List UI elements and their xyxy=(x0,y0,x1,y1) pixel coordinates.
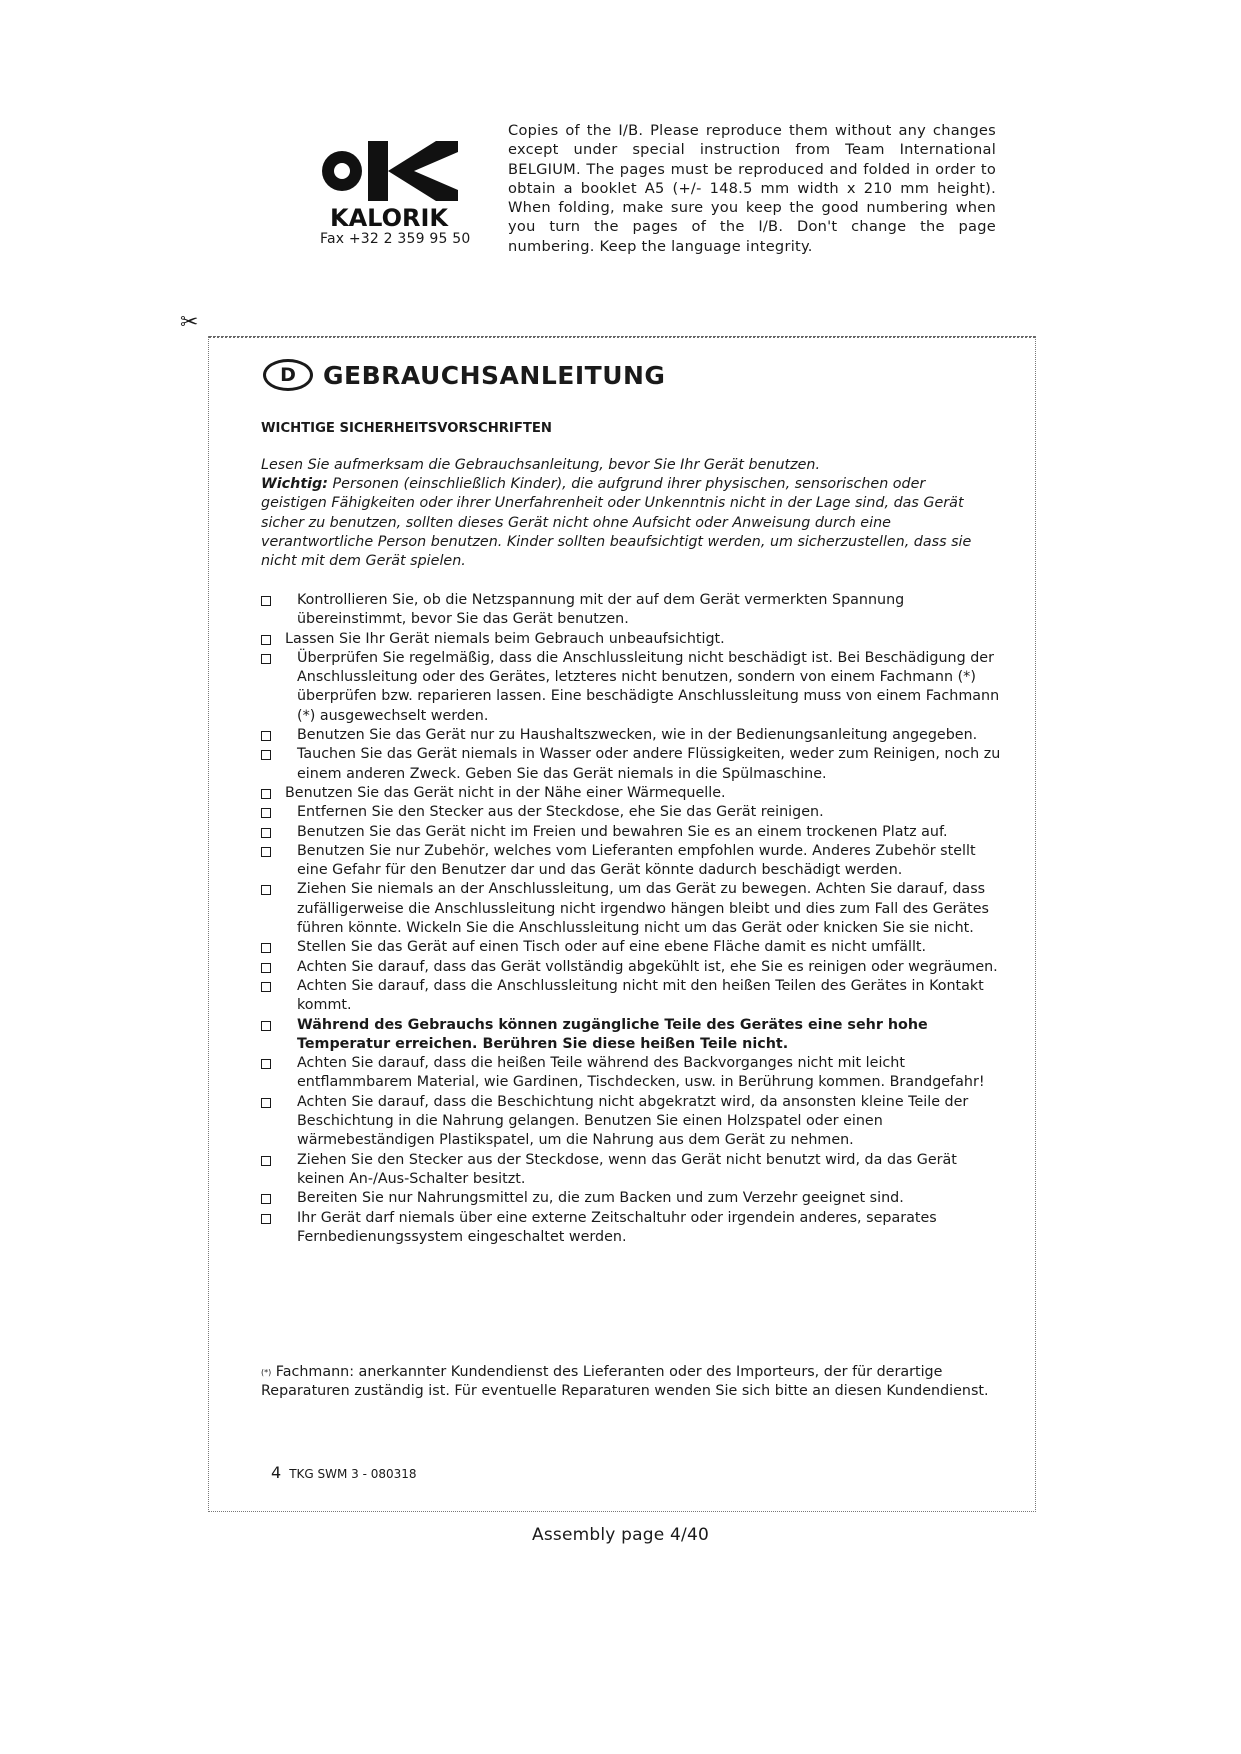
checkbox-bullet-icon xyxy=(261,1214,271,1224)
list-item-text: Bereiten Sie nur Nahrungsmittel zu, die zum Backen und zum Verzehr geeignet sind. xyxy=(297,1190,904,1207)
page-footer xyxy=(271,1463,417,1482)
checkbox-bullet-icon xyxy=(261,982,271,992)
list-item-text: Benutzen Sie das Gerät nicht im Freien und bewahren Sie es an einem trockenen Platz auf. xyxy=(297,823,948,840)
checkbox-bullet-icon xyxy=(261,808,271,818)
list-item xyxy=(261,1209,1001,1248)
list-item-text: Benutzen Sie das Gerät nicht in der Nähe einer Wärmequelle. xyxy=(285,784,726,801)
safety-list xyxy=(261,591,1001,1247)
checkbox-bullet-icon xyxy=(261,1059,271,1069)
list-item xyxy=(261,745,1001,784)
list-item xyxy=(261,649,1001,726)
checkbox-bullet-icon xyxy=(261,1194,271,1204)
list-item xyxy=(261,938,1001,957)
list-item xyxy=(261,880,1001,938)
language-badge: D xyxy=(263,359,313,391)
title-text: GEBRAUCHSANLEITUNG xyxy=(323,360,666,390)
list-item-text: Ziehen Sie niemals an der Anschlussleitung, um das Gerät zu bewegen. Achten Sie darauf, dass zufälligerweise die Anschlussleitung nicht irgendwo hängen bleibt und dies zum Fall des Gerätes führen könnte. Wickeln Sie die Anschlussleitung nicht um das Gerät oder knicken Sie sie nicht. xyxy=(297,881,989,937)
list-item-text: Lassen Sie Ihr Gerät niemals beim Gebrauch unbeaufsichtigt. xyxy=(285,630,725,647)
list-item xyxy=(261,1151,1001,1190)
page-number: 4 xyxy=(271,1463,282,1482)
assembly-page-label: Assembly page 4/40 xyxy=(532,1525,709,1545)
page-title xyxy=(263,355,665,395)
list-item xyxy=(261,823,1001,842)
list-item xyxy=(261,842,1001,881)
list-item-warning xyxy=(261,1016,1001,1055)
lead-paragraph xyxy=(261,456,989,571)
checkbox-bullet-icon xyxy=(261,828,271,838)
scissors-icon: ✂ xyxy=(180,310,199,335)
list-item-text: Kontrollieren Sie, ob die Netzspannung mit der auf dem Gerät vermerkten Spannung übereinstimmt, bevor Sie das Gerät benutzen. xyxy=(297,592,905,628)
list-item xyxy=(261,958,1001,977)
list-item-text: Ihr Gerät darf niemals über eine externe Zeitschaltuhr oder irgendein anderes, separates Fernbedienungssystem eingeschaltet werden. xyxy=(297,1209,937,1245)
list-item-text: Achten Sie darauf, dass die heißen Teile während des Backvorganges nicht mit leicht entflammbarem Material, wie Gardinen, Tischdecken, usw. in Berührung kommen. Brandgefahr! xyxy=(297,1055,985,1091)
list-item xyxy=(261,1189,1001,1208)
cut-line xyxy=(209,336,1035,338)
list-item-text: Tauchen Sie das Gerät niemals in Wasser oder andere Flüssigkeiten, weder zum Reinigen, noch zu einem anderen Zweck. Geben Sie das Gerät niemals in die Spülmaschine. xyxy=(297,746,1001,782)
checkbox-bullet-icon xyxy=(261,789,271,799)
checkbox-bullet-icon xyxy=(261,635,271,645)
section-heading: WICHTIGE SICHERHEITSVORSCHRIFTEN xyxy=(261,421,552,436)
list-item xyxy=(261,591,1001,630)
footnote xyxy=(261,1363,991,1402)
fax-number: Fax +32 2 359 95 50 xyxy=(320,231,471,247)
list-item xyxy=(261,630,1001,649)
checkbox-bullet-icon xyxy=(261,943,271,953)
list-item-text: Ziehen Sie den Stecker aus der Steckdose, wenn das Gerät nicht benutzt wird, da das Gerät keinen An-/Aus-Schalter besitzt. xyxy=(297,1151,957,1187)
checkbox-bullet-icon xyxy=(261,1021,271,1031)
list-item-text: Entfernen Sie den Stecker aus der Steckdose, ehe Sie das Gerät reinigen. xyxy=(297,804,824,821)
checkbox-bullet-icon xyxy=(261,885,271,895)
reproduction-instructions: Copies of the I/B. Please reproduce them without any changes except under special instruction from Team International BELGIUM. The pages must be reproduced and folded in order to obtain a booklet A5 (+/- 148.5 mm width x 210 mm height). When folding, make sure you keep the good numbering when you turn the pages of the I/B. Don't change the page numbering. Keep the language integrity. xyxy=(508,122,996,255)
list-item-text: Überprüfen Sie regelmäßig, dass die Anschlussleitung nicht beschädigt ist. Bei Beschädigung der Anschlussleitung oder des Gerätes, letzteres nicht benutzen, sondern von einem Fachmann (*) überprüfen bzw. reparieren lassen. Eine beschädigte Anschlussleitung muss von einem Fachmann (*) ausgewechselt werden. xyxy=(297,649,1000,724)
footnote-text: Fachmann: anerkannter Kundendienst des Lieferanten oder des Importeurs, der für derartige Reparaturen zuständig ist. Für eventuelle Reparaturen wenden Sie sich bitte an diesen Kundendienst. xyxy=(261,1364,989,1400)
checkbox-bullet-icon xyxy=(261,731,271,741)
list-item-text: Achten Sie darauf, dass die Beschichtung nicht abgekratzt wird, da ansonsten kleine Teile der Beschichtung in die Nahrung gelangen. Benutzen Sie einen Holzspatel oder einen wärmebeständigen Plastikspatel, um die Nahrung aus dem Gerät zu nehmen. xyxy=(297,1093,969,1149)
list-item-text: Benutzen Sie das Gerät nur zu Haushaltszwecken, wie in der Bedienungsanleitung angegeben. xyxy=(297,727,978,744)
list-item-text: Achten Sie darauf, dass die Anschlussleitung nicht mit den heißen Teilen des Gerätes in Kontakt kommt. xyxy=(297,977,984,1014)
kalorik-logo xyxy=(318,138,460,230)
checkbox-bullet-icon xyxy=(261,963,271,973)
lead-line: Lesen Sie aufmerksam die Gebrauchsanleitung, bevor Sie Ihr Gerät benutzen. xyxy=(261,457,821,473)
logo-text: KALORIK xyxy=(329,204,449,230)
checkbox-bullet-icon xyxy=(261,596,271,606)
list-item xyxy=(261,726,1001,745)
list-item-text: Benutzen Sie nur Zubehör, welches vom Lieferanten empfohlen wurde. Anderes Zubehör stellt eine Gefahr für den Benutzer dar und das Gerät könnte dadurch beschädigt werden. xyxy=(297,842,976,879)
list-item-text: Stellen Sie das Gerät auf einen Tisch oder auf eine ebene Fläche damit es nicht umfällt. xyxy=(297,939,927,956)
important-label: Wichtig: xyxy=(261,476,329,493)
footnote-mark: (*) xyxy=(261,1368,272,1377)
list-item xyxy=(261,784,1001,803)
important-text: Personen (einschließlich Kinder), die aufgrund ihrer physischen, sensorischen oder geistigen Fähigkeiten oder ihrer Unerfahrenheit oder Unkenntnis nicht in der Lage sind, das Gerät sicher zu benutzen, sollten dieses Gerät nicht ohne Aufsicht oder Anweisung durch eine verantwortliche Person benutzen. Kinder sollten beaufsichtigt werden, um sicherzustellen, dass sie nicht mit dem Gerät spielen. xyxy=(261,476,972,570)
list-item xyxy=(261,1093,1001,1151)
checkbox-bullet-icon xyxy=(261,654,271,664)
list-item xyxy=(261,803,1001,822)
document-code: TKG SWM 3 - 080318 xyxy=(289,1467,417,1481)
booklet-page xyxy=(208,336,1036,1512)
checkbox-bullet-icon xyxy=(261,1098,271,1108)
list-item xyxy=(261,1054,1001,1093)
list-item-text: Während des Gebrauchs können zugängliche Teile des Gerätes eine sehr hohe Temperatur erreichen. Berühren Sie diese heißen Teile nicht. xyxy=(297,1016,928,1052)
important-note xyxy=(261,475,989,571)
list-item-text: Achten Sie darauf, dass das Gerät vollständig abgekühlt ist, ehe Sie es reinigen oder wegräumen. xyxy=(297,958,998,975)
checkbox-bullet-icon xyxy=(261,1156,271,1166)
checkbox-bullet-icon xyxy=(261,847,271,857)
list-item xyxy=(261,977,1001,1016)
checkbox-bullet-icon xyxy=(261,750,271,760)
